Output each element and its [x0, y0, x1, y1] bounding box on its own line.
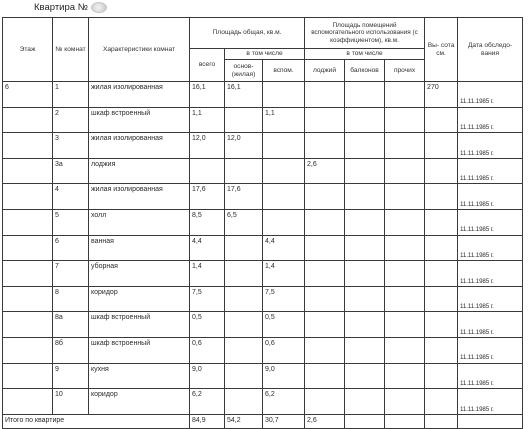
cell-height — [425, 133, 458, 159]
cell-other — [385, 312, 425, 338]
header-height: Вы- сота см. — [425, 18, 458, 82]
table-row — [3, 389, 523, 415]
cell-height — [425, 261, 458, 287]
cell-height — [425, 363, 458, 389]
cell-area-main — [225, 107, 263, 133]
apartment-title — [34, 2, 107, 13]
table-row — [3, 209, 523, 235]
total-height — [425, 414, 458, 428]
cell-area-main — [225, 337, 263, 363]
header-main-living: основ- (жилая) — [225, 60, 263, 82]
cell-room-number: 3 — [53, 133, 89, 159]
cell-other — [385, 82, 425, 108]
cell-loggia — [305, 312, 345, 338]
cell-area-main — [225, 363, 263, 389]
cell-height — [425, 184, 458, 210]
cell-floor — [3, 209, 53, 235]
cell-other — [385, 158, 425, 184]
cell-loggia — [305, 363, 345, 389]
cell-area-aux — [263, 209, 305, 235]
cell-survey-date: 11.11.1985 г. — [458, 286, 523, 312]
cell-room-name: жилая изолированная — [89, 133, 190, 159]
total-loggia-area: 2,6 — [305, 414, 345, 428]
header-room-characteristics: Характеристики комнат — [89, 18, 190, 82]
cell-survey-date: 11.11.1985 г. — [458, 337, 523, 363]
header-total-area: Площадь общая, кв.м. — [190, 18, 305, 49]
cell-room-name: коридор — [89, 286, 190, 312]
cell-area-total: 0,5 — [190, 312, 225, 338]
cell-area-main — [225, 389, 263, 415]
table-row — [3, 235, 523, 261]
cell-survey-date: 11.11.1985 г. — [458, 184, 523, 210]
cell-floor — [3, 337, 53, 363]
cell-balcony — [345, 389, 385, 415]
cell-area-main: 16,1 — [225, 82, 263, 108]
cell-survey-date: 11.11.1985 г. — [458, 261, 523, 287]
cell-floor — [3, 133, 53, 159]
table-row — [3, 286, 523, 312]
cell-room-number: 10 — [53, 389, 89, 415]
cell-area-main: 6,5 — [225, 209, 263, 235]
cell-area-total: 8,5 — [190, 209, 225, 235]
total-main-area: 54,2 — [225, 414, 263, 428]
cell-room-name: шкаф встроенный — [89, 337, 190, 363]
header-floor: Этаж — [3, 18, 53, 82]
cell-room-number: 5 — [53, 209, 89, 235]
cell-area-main — [225, 158, 263, 184]
cell-area-aux: 1,4 — [263, 261, 305, 287]
header-auxiliary: вспом. — [263, 60, 305, 82]
floor-area-table — [2, 17, 523, 429]
cell-room-name: ванная — [89, 235, 190, 261]
header-loggias: лоджий — [305, 60, 345, 82]
total-balcony-area — [345, 414, 385, 428]
cell-area-main: 17,6 — [225, 184, 263, 210]
cell-area-total: 12,0 — [190, 133, 225, 159]
cell-loggia — [305, 235, 345, 261]
cell-area-aux: 1,1 — [263, 107, 305, 133]
cell-area-aux — [263, 133, 305, 159]
cell-other — [385, 107, 425, 133]
cell-area-total: 9,0 — [190, 363, 225, 389]
header-survey-date: Дата обследо- вания — [458, 18, 523, 82]
table-row — [3, 184, 523, 210]
cell-height — [425, 286, 458, 312]
table-row — [3, 133, 523, 159]
cell-area-total: 16,1 — [190, 82, 225, 108]
cell-other — [385, 133, 425, 159]
cell-balcony — [345, 82, 385, 108]
cell-loggia — [305, 82, 345, 108]
cell-room-name: уборная — [89, 261, 190, 287]
cell-area-total: 1,1 — [190, 107, 225, 133]
cell-room-name: жилая изолированная — [89, 82, 190, 108]
total-row — [3, 414, 523, 428]
cell-area-total: 6,2 — [190, 389, 225, 415]
apartment-title-text: Квартира № — [34, 2, 88, 13]
table-body — [3, 82, 523, 429]
cell-area-total: 1,4 — [190, 261, 225, 287]
cell-room-number: 3а — [53, 158, 89, 184]
cell-balcony — [345, 261, 385, 287]
cell-room-number: 7 — [53, 261, 89, 287]
table-row — [3, 82, 523, 108]
cell-survey-date: 11.11.1985 г. — [458, 158, 523, 184]
cell-balcony — [345, 363, 385, 389]
total-area: 84,9 — [190, 414, 225, 428]
table-row — [3, 337, 523, 363]
cell-survey-date: 11.11.1985 г. — [458, 363, 523, 389]
cell-balcony — [345, 337, 385, 363]
table-row — [3, 363, 523, 389]
cell-survey-date: 11.11.1985 г. — [458, 312, 523, 338]
cell-room-number: 8б — [53, 337, 89, 363]
total-label: Итого по квартире — [3, 414, 190, 428]
cell-height — [425, 337, 458, 363]
cell-area-total: 17,6 — [190, 184, 225, 210]
cell-room-name: шкаф встроенный — [89, 312, 190, 338]
cell-balcony — [345, 209, 385, 235]
cell-room-number: 4 — [53, 184, 89, 210]
cell-balcony — [345, 133, 385, 159]
header-room-number: № комнат — [53, 18, 89, 82]
cell-area-aux: 9,0 — [263, 363, 305, 389]
cell-balcony — [345, 286, 385, 312]
header-balconies: балконов — [345, 60, 385, 82]
cell-floor — [3, 286, 53, 312]
cell-other — [385, 363, 425, 389]
cell-balcony — [345, 235, 385, 261]
total-other-area — [385, 414, 425, 428]
header-total: всего — [190, 49, 225, 82]
table-row — [3, 312, 523, 338]
cell-room-number: 8 — [53, 286, 89, 312]
cell-balcony — [345, 158, 385, 184]
cell-room-name: жилая изолированная — [89, 184, 190, 210]
table-row — [3, 261, 523, 287]
cell-loggia — [305, 133, 345, 159]
cell-room-name: шкаф встроенный — [89, 107, 190, 133]
cell-height — [425, 209, 458, 235]
cell-room-name: коридор — [89, 389, 190, 415]
cell-balcony — [345, 107, 385, 133]
cell-other — [385, 337, 425, 363]
cell-floor: 6 — [3, 82, 53, 108]
apartment-number-blot — [91, 2, 107, 13]
cell-area-aux: 6,2 — [263, 389, 305, 415]
cell-loggia — [305, 261, 345, 287]
cell-floor — [3, 389, 53, 415]
cell-survey-date: 11.11.1985 г. — [458, 133, 523, 159]
cell-other — [385, 261, 425, 287]
cell-survey-date: 11.11.1985 г. — [458, 107, 523, 133]
cell-other — [385, 389, 425, 415]
cell-survey-date: 11.11.1985 г. — [458, 235, 523, 261]
cell-area-main — [225, 312, 263, 338]
cell-area-aux — [263, 82, 305, 108]
cell-floor — [3, 184, 53, 210]
cell-floor — [3, 158, 53, 184]
cell-floor — [3, 107, 53, 133]
cell-area-aux: 7,5 — [263, 286, 305, 312]
total-aux-area: 30,7 — [263, 414, 305, 428]
header-auxiliary-area: Площадь помещений вспомогательного использования (с коэффициентом), кв.м. — [305, 18, 425, 49]
table-header — [3, 18, 523, 82]
cell-area-aux: 4,4 — [263, 235, 305, 261]
cell-other — [385, 209, 425, 235]
cell-height — [425, 107, 458, 133]
cell-loggia: 2,6 — [305, 158, 345, 184]
header-other: прочих — [385, 60, 425, 82]
cell-area-aux — [263, 184, 305, 210]
cell-loggia — [305, 337, 345, 363]
cell-height: 270 — [425, 82, 458, 108]
cell-other — [385, 286, 425, 312]
cell-floor — [3, 363, 53, 389]
cell-loggia — [305, 389, 345, 415]
cell-room-number: 8а — [53, 312, 89, 338]
cell-room-number: 1 — [53, 82, 89, 108]
cell-room-number: 9 — [53, 363, 89, 389]
cell-area-main — [225, 261, 263, 287]
cell-other — [385, 235, 425, 261]
cell-area-aux — [263, 158, 305, 184]
cell-survey-date: 11.11.1985 г. — [458, 389, 523, 415]
cell-other — [385, 184, 425, 210]
cell-balcony — [345, 312, 385, 338]
cell-area-main — [225, 286, 263, 312]
cell-loggia — [305, 107, 345, 133]
cell-area-main — [225, 235, 263, 261]
total-date — [458, 414, 523, 428]
cell-area-total: 0,6 — [190, 337, 225, 363]
cell-loggia — [305, 184, 345, 210]
cell-height — [425, 158, 458, 184]
cell-area-total — [190, 158, 225, 184]
table-row — [3, 158, 523, 184]
cell-room-name: лоджия — [89, 158, 190, 184]
cell-loggia — [305, 209, 345, 235]
header-including-2: в том числе — [305, 49, 425, 60]
cell-floor — [3, 235, 53, 261]
cell-survey-date: 11.11.1985 г. — [458, 82, 523, 108]
cell-loggia — [305, 286, 345, 312]
cell-area-aux: 0,6 — [263, 337, 305, 363]
cell-area-aux: 0,5 — [263, 312, 305, 338]
cell-room-number: 2 — [53, 107, 89, 133]
cell-area-main: 12,0 — [225, 133, 263, 159]
cell-height — [425, 389, 458, 415]
header-including-1: в том числе — [225, 49, 305, 60]
cell-room-name: холл — [89, 209, 190, 235]
cell-height — [425, 312, 458, 338]
cell-survey-date: 11.11.1985 г. — [458, 209, 523, 235]
cell-balcony — [345, 184, 385, 210]
cell-floor — [3, 261, 53, 287]
cell-area-total: 4,4 — [190, 235, 225, 261]
cell-height — [425, 235, 458, 261]
cell-room-name: кухня — [89, 363, 190, 389]
table-row — [3, 107, 523, 133]
cell-area-total: 7,5 — [190, 286, 225, 312]
cell-room-number: 6 — [53, 235, 89, 261]
cell-floor — [3, 312, 53, 338]
